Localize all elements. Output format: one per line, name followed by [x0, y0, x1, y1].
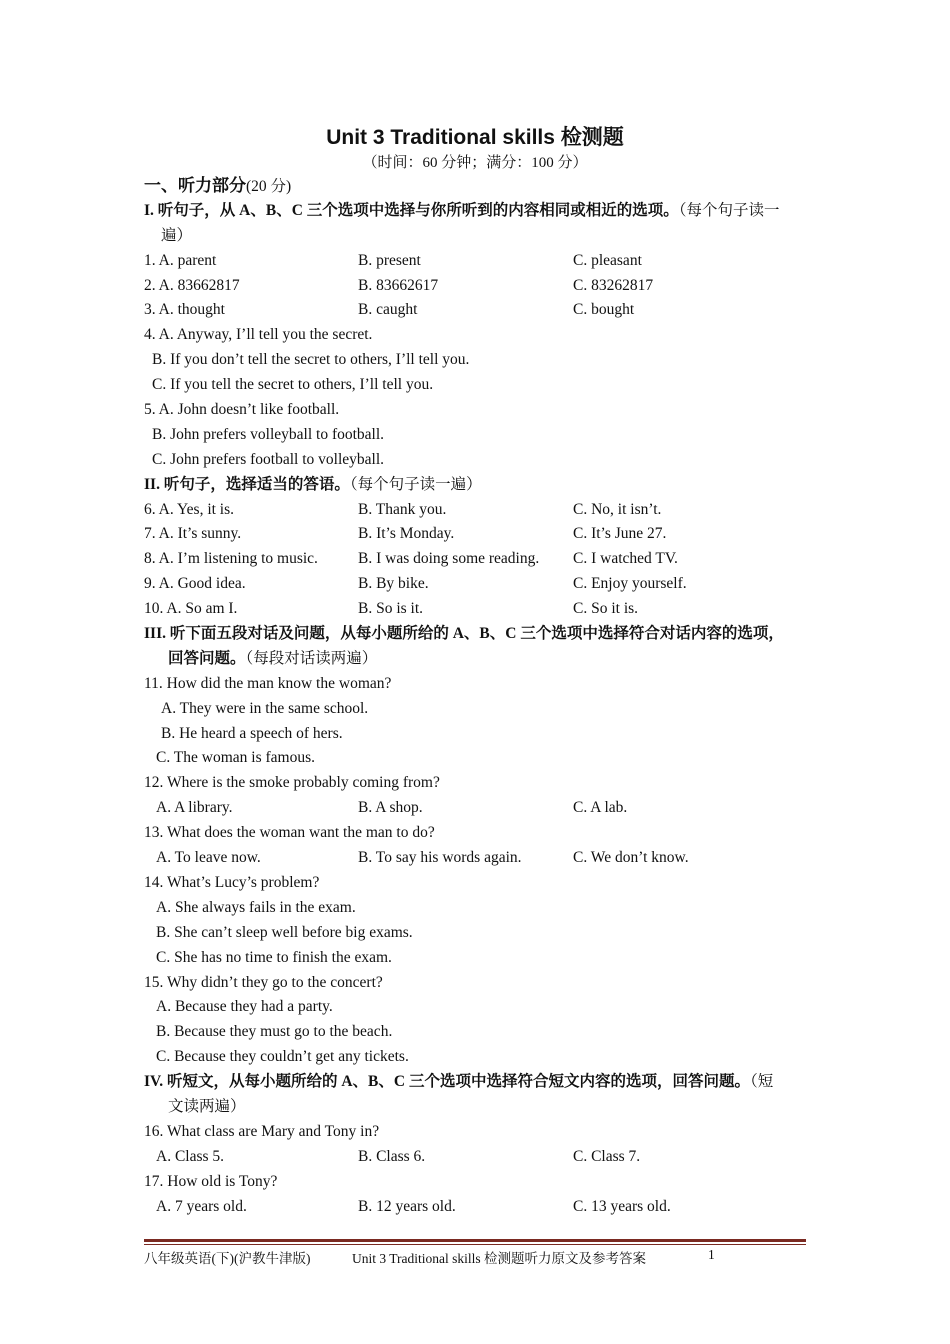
question-9: 9. A. Good idea. B. By bike. C. Enjoy yourself. — [144, 575, 687, 593]
question-15-option-a: A. Because they had a party. — [156, 998, 333, 1016]
footer-rule — [144, 1239, 806, 1245]
question-8: 8. A. I’m listening to music. B. I was doing some reading. C. I watched TV. — [144, 550, 678, 568]
question-1: 1. A. parent B. present C. pleasant — [144, 251, 642, 269]
page-number: 1 — [708, 1247, 715, 1262]
question-15: 15. Why didn’t they go to the concert? — [144, 973, 383, 991]
document-subtitle: （时间：60 分钟；满分：100 分） — [362, 155, 588, 171]
question-3: 3. A. thought B. caught C. bought — [144, 301, 635, 319]
question-12-options: A. A library. B. A shop. C. A lab. — [156, 799, 628, 817]
question-14: 14. What’s Lucy’s problem? — [144, 873, 320, 891]
question-11-option-a: A. They were in the same school. — [161, 699, 369, 717]
question-15-option-b: B. Because they must go to the beach. — [156, 1023, 393, 1041]
part-4-instruction-cont: 文读两遍） — [168, 1097, 246, 1115]
question-17-options: A. 7 years old. B. 12 years old. C. 13 years old. — [156, 1197, 671, 1215]
part-3-instruction-cont: 回答问题。（每段对话读两遍） — [168, 649, 378, 667]
question-17: 17. How old is Tony? — [144, 1172, 278, 1190]
question-11-option-b: B. He heard a speech of hers. — [161, 724, 343, 742]
question-4: 4. A. Anyway, I’ll tell you the secret. — [144, 326, 373, 344]
question-2: 2. A. 83662817 B. 83662617 C. 83262817 — [144, 276, 654, 294]
footer-book-title: 八年级英语(下)(沪教牛津版) — [144, 1251, 311, 1266]
question-10: 10. A. So am I. B. So is it. C. So it is. — [144, 600, 639, 618]
question-11: 11. How did the man know the woman? — [144, 674, 392, 692]
question-15-option-c: C. Because they couldn’t get any tickets. — [156, 1048, 409, 1066]
part-3-instruction: III. 听下面五段对话及问题，从每小题所给的 A、B、C 三个选项中选择符合对话内容的选项， — [144, 625, 784, 643]
part-1-instruction: I. 听句子，从 A、B、C 三个选项中选择与你所听到的内容相同或相近的选项。（每个句子读一 — [144, 201, 780, 219]
question-11-option-c: C. The woman is famous. — [156, 749, 316, 767]
document-body — [144, 174, 814, 1219]
question-16-options: A. Class 5. B. Class 6. C. Class 7. — [156, 1147, 641, 1165]
part-1-instruction-cont: 遍） — [161, 226, 193, 244]
question-5-option-c: C. John prefers football to volleyball. — [152, 450, 385, 468]
document-title: Unit 3 Traditional skills 检测题 — [326, 126, 624, 149]
section-heading: 一、听力部分(20 分) — [144, 176, 292, 195]
question-7: 7. A. It’s sunny. B. It’s Monday. C. It’s June 27. — [144, 525, 667, 543]
part-2-instruction: II. 听句子，选择适当的答语。（每个句子读一遍） — [144, 475, 482, 493]
question-14-option-c: C. She has no time to finish the exam. — [156, 948, 392, 966]
question-13: 13. What does the woman want the man to do? — [144, 824, 435, 842]
section-score: (20 分) — [246, 178, 292, 195]
part-4-instruction: IV. 听短文，从每小题所给的 A、B、C 三个选项中选择符合短文内容的选项，回答问题。（短 — [144, 1073, 774, 1091]
question-13-options: A. To leave now. B. To say his words again. C. We don’t know. — [156, 849, 689, 867]
question-14-option-b: B. She can’t sleep well before big exams. — [156, 923, 413, 941]
question-5-option-b: B. John prefers volleyball to football. — [152, 425, 385, 443]
question-12: 12. Where is the smoke probably coming from? — [144, 774, 440, 792]
question-16: 16. What class are Mary and Tony in? — [144, 1122, 380, 1140]
question-6: 6. A. Yes, it is. B. Thank you. C. No, it isn’t. — [144, 500, 662, 518]
page-footer — [144, 1247, 715, 1267]
question-4-option-b: B. If you don’t tell the secret to others, I’ll tell you. — [152, 351, 470, 369]
question-4-option-c: C. If you tell the secret to others, I’ll tell you. — [152, 376, 434, 394]
question-5: 5. A. John doesn’t like football. — [144, 401, 340, 419]
question-14-option-a: A. She always fails in the exam. — [156, 898, 356, 916]
footer-doc-title: Unit 3 Traditional skills 检测题听力原文及参考答案 — [352, 1251, 647, 1266]
